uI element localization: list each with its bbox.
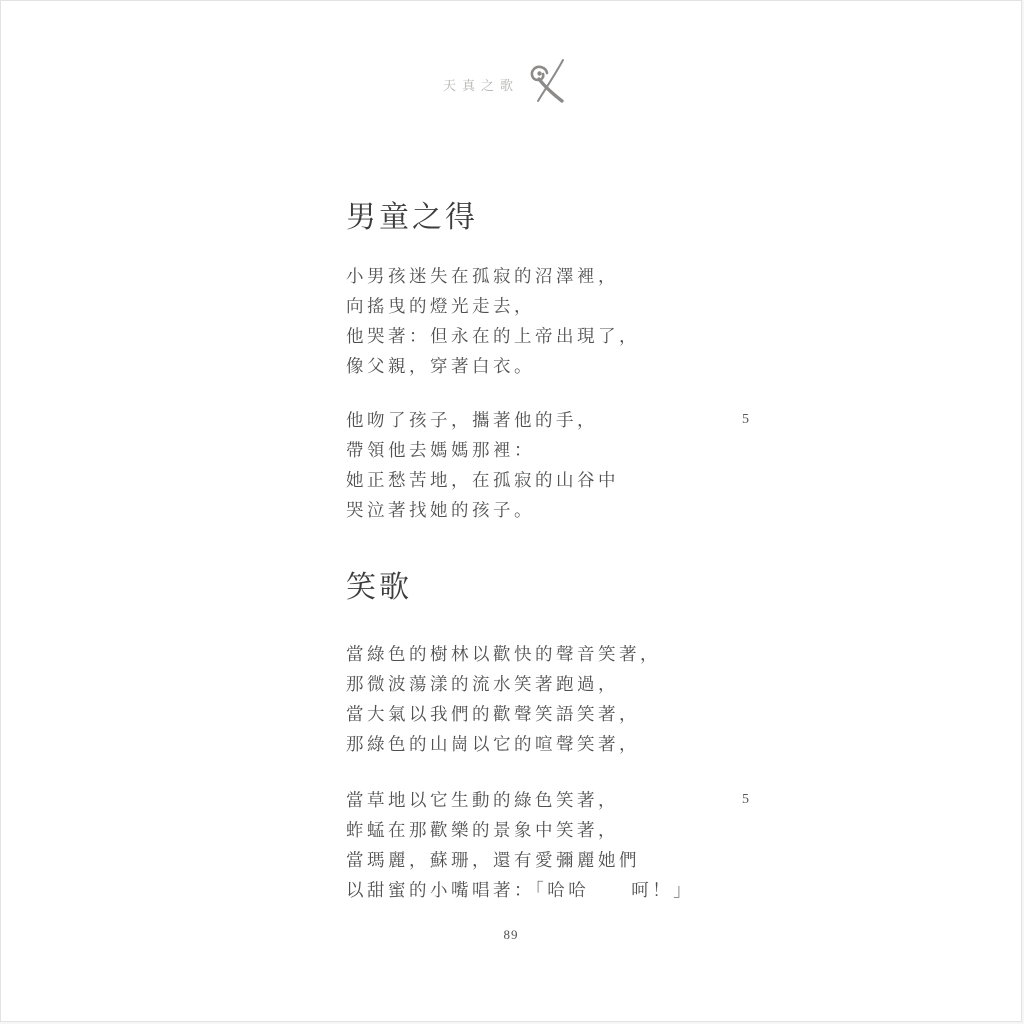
poem-line: 向搖曳的燈光走去， bbox=[346, 296, 535, 316]
stanza bbox=[346, 639, 766, 759]
publisher-flourish-icon bbox=[527, 57, 569, 103]
poem-line: 那綠色的山崗以它的喧聲笑著， bbox=[346, 734, 640, 754]
stanza bbox=[346, 261, 766, 381]
poem-title-laughing-song: 笑歌 bbox=[346, 571, 412, 604]
line-number: 5 bbox=[742, 792, 749, 807]
running-header-title: 天真之歌 bbox=[442, 78, 519, 93]
line-number: 5 bbox=[742, 412, 749, 427]
poem-line: 小男孩迷失在孤寂的沼澤裡， bbox=[346, 266, 619, 286]
poem-line: 那微波蕩漾的流水笑著跑過， bbox=[346, 674, 619, 694]
poem-line: 他吻了孩子，攜著他的手， bbox=[346, 410, 598, 430]
poem-line: 帶領他去媽媽那裡： bbox=[346, 440, 535, 460]
poem-line: 當草地以它生動的綠色笑著， bbox=[346, 790, 619, 810]
poem-line: 以甜蜜的小嘴唱著：「哈哈 呵！」 bbox=[346, 880, 695, 900]
poem-line: 蚱蜢在那歡樂的景象中笑著， bbox=[346, 820, 619, 840]
poem-line: 他哭著：但永在的上帝出現了， bbox=[346, 326, 640, 346]
page-number: 89 bbox=[503, 927, 519, 942]
poem-line: 哭泣著找她的孩子。 bbox=[346, 500, 535, 520]
poem-line: 當大氣以我們的歡聲笑語笑著， bbox=[346, 704, 640, 724]
poem-line: 像父親，穿著白衣。 bbox=[346, 356, 535, 376]
poem-line: 當瑪麗，蘇珊，還有愛彌麗她們 bbox=[346, 850, 640, 870]
poem-line: 當綠色的樹林以歡快的聲音笑著， bbox=[346, 644, 661, 664]
stanza bbox=[346, 785, 766, 905]
poem-line: 她正愁苦地，在孤寂的山谷中 bbox=[346, 470, 619, 490]
stanza bbox=[346, 405, 766, 525]
poem-title-little-boy-found: 男童之得 bbox=[346, 201, 478, 234]
